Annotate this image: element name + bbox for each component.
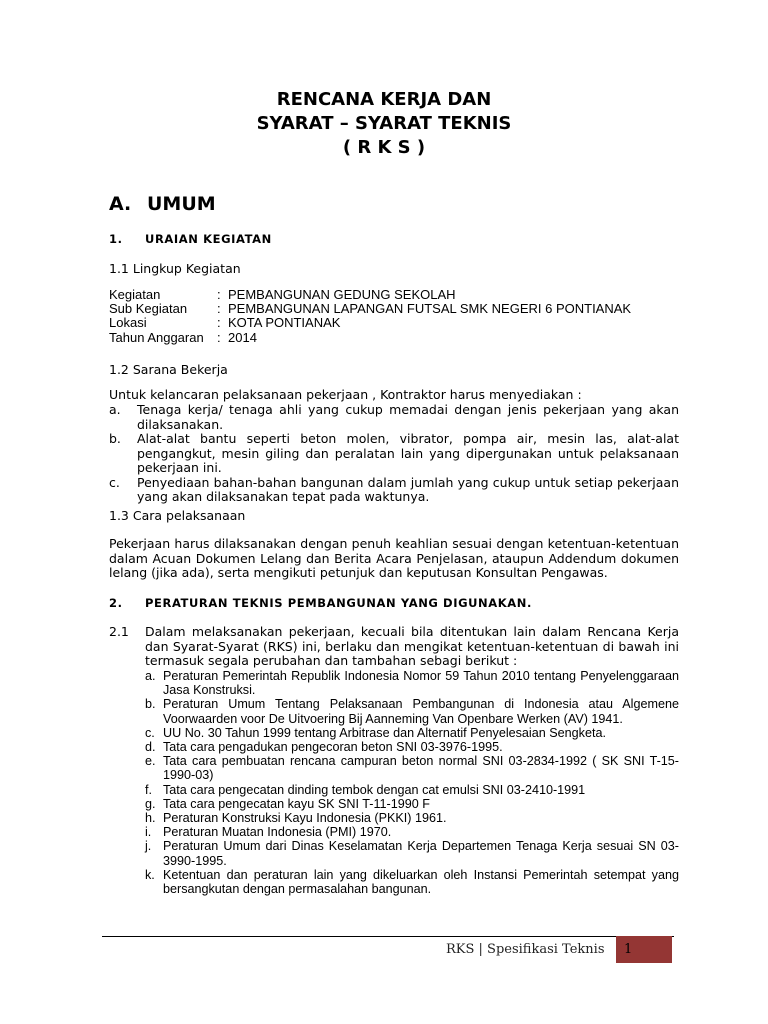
paragraph-2-1-number: 2.1 <box>109 624 129 639</box>
list-marker: a. <box>145 669 156 683</box>
list-text: Peraturan Konstruksi Kayu Indonesia (PKKI) 1961. <box>163 811 447 826</box>
list-marker: d. <box>145 740 156 755</box>
list-marker: k. <box>145 867 155 882</box>
list-item <box>145 754 679 782</box>
info-value: KOTA PONTIANAK <box>228 315 341 331</box>
list-text: Tata cara pengecatan kayu SK SNI T-11-1990 F <box>163 796 430 811</box>
list-item <box>145 839 679 867</box>
list-text: Peraturan Umum Tentang Pelaksanaan Pembangunan di Indonesia atau Algemene Voorwaarden voor De Uitvoering Bij Aanneming Van Openbare Werken (AV) 1941. <box>163 697 679 726</box>
list-text: Peraturan Pemerintah Republik Indonesia Nomor 59 Tahun 2010 tentang Penyelenggaraan Jasa Konstruksi. <box>163 669 679 698</box>
list-text: UU No. 30 Tahun 1999 tentang Arbitrase dan Alternatif Penyelesaian Sengketa. <box>163 725 606 740</box>
list-text: Alat-alat bantu seperti beton molen, vibrator, pompa air, mesin las, alat-alat pengangkut, mesin giling dan peralatan lain yang dipergunakan untuk pelaksanaan pekerjaan ini. <box>137 431 679 475</box>
cara-pelaksanaan-text: Pekerjaan harus dilaksanakan dengan penuh keahlian sesuai dengan ketentuan-ketentuan dalam Acuan Dokumen Lelang dan Berita Acara Penjelasan, ataupun Addendum dokumen lelang (jika ada), serta mengikuti petunjuk dan keputusan Konsultan Pengawas. <box>109 536 679 580</box>
list-item <box>145 740 679 754</box>
info-key: Sub Kegiatan <box>109 301 188 317</box>
heading-2-label: PERATURAN TEKNIS PEMBANGUNAN YANG DIGUNAKAN. <box>145 596 532 610</box>
list-item <box>109 432 679 476</box>
section-a-number: A. <box>109 193 132 215</box>
info-key: Tahun Anggaran <box>109 329 204 345</box>
list-marker: b. <box>109 431 121 446</box>
list-item <box>145 797 679 811</box>
list-marker: a. <box>109 402 121 417</box>
paragraph-2-1 <box>109 625 679 669</box>
list-marker: h. <box>145 811 156 826</box>
heading-peraturan-teknis <box>109 596 532 610</box>
list-text: Ketentuan dan peraturan lain yang dikeluarkan oleh Instansi Pemerintah setempat yang bersangkutan dengan permasalahan bangunan. <box>163 867 679 897</box>
list-item <box>145 669 679 697</box>
heading-1-number: 1. <box>109 232 123 246</box>
list-text: Peraturan Muatan Indonesia (PMI) 1970. <box>163 825 392 840</box>
info-colon: : <box>217 287 221 302</box>
list-marker: e. <box>145 754 156 769</box>
list-marker: j. <box>145 839 152 854</box>
activity-info-table <box>109 288 669 345</box>
doc-title-line-1: RENCANA KERJA DAN <box>276 89 492 110</box>
info-value: PEMBANGUNAN LAPANGAN FUTSAL SMK NEGERI 6 PONTIANAK <box>228 301 632 317</box>
info-colon: : <box>217 301 221 317</box>
sarana-intro: Untuk kelancaran pelaksanaan pekerjaan , Kontraktor harus menyediakan : <box>109 387 582 402</box>
list-marker: c. <box>109 474 120 490</box>
section-a-label: UMUM <box>147 193 216 215</box>
page-number-box <box>616 936 672 963</box>
list-text: Tata cara pembuatan rencana campuran beton normal SNI 03-2834-1992 ( SK SNI T-15-1990-03) <box>163 754 679 783</box>
sarana-list <box>109 403 679 505</box>
list-marker: f. <box>145 782 152 797</box>
list-marker: i. <box>145 825 152 840</box>
doc-title-line-3: ( R K S ) <box>342 137 426 158</box>
list-marker: c. <box>145 725 155 740</box>
list-item <box>145 811 679 825</box>
info-colon: : <box>217 315 221 331</box>
paragraph-2-1-text: Dalam melaksanakan pekerjaan, kecuali bila ditentukan lain dalam Rencana Kerja dan Syarat-Syarat (RKS) ini, berlaku dan mengikat ketentuan-ketentuan di bawah ini termasuk segala perubahan dan tambahan sebagi berikut : <box>145 624 679 668</box>
subheading-cara-pelaksanaan: 1.3 Cara pelaksanaan <box>109 508 246 523</box>
list-item <box>109 403 679 432</box>
list-item <box>145 726 679 740</box>
subheading-lingkup-kegiatan: 1.1 Lingkup Kegiatan <box>109 261 241 276</box>
list-item <box>109 476 679 505</box>
list-item <box>145 868 679 896</box>
list-item <box>145 825 679 839</box>
list-marker: g. <box>145 796 156 811</box>
doc-title-line-2: SYARAT – SYARAT TEKNIS <box>256 113 512 134</box>
list-marker: b. <box>145 697 156 712</box>
section-a-heading <box>109 193 216 215</box>
heading-uraian-kegiatan <box>109 232 272 246</box>
info-row <box>109 302 669 316</box>
info-colon: : <box>217 329 221 345</box>
info-key: Lokasi <box>109 315 147 331</box>
list-text: Tata cara pengadukan pengecoran beton SNI 03-3976-1995. <box>163 740 503 755</box>
info-value: 2014 <box>228 329 257 345</box>
subheading-sarana-bekerja: 1.2 Sarana Bekerja <box>109 362 228 377</box>
footer-divider <box>102 936 674 937</box>
list-text: Penyediaan bahan-bahan bangunan dalam jumlah yang cukup untuk setiap pekerjaan yang akan dilaksanakan tepat pada waktunya. <box>137 474 679 504</box>
heading-1-label: URAIAN KEGIATAN <box>145 232 272 246</box>
info-value: PEMBANGUNAN GEDUNG SEKOLAH <box>228 287 456 302</box>
list-item <box>145 783 679 797</box>
info-key: Kegiatan <box>109 287 161 302</box>
regulations-list <box>145 669 679 896</box>
list-text: Tenaga kerja/ tenaga ahli yang cukup memadai dengan jenis pekerjaan yang akan dilaksanakan. <box>137 402 679 432</box>
list-text: Tata cara pengecatan dinding tembok dengan cat emulsi SNI 03-2410-1991 <box>163 782 586 797</box>
info-row <box>109 331 669 345</box>
list-item <box>145 697 679 725</box>
footer-label: RKS | Spesifikasi Teknis <box>446 942 605 957</box>
heading-2-number: 2. <box>109 596 123 610</box>
page-number: 1 <box>624 942 633 957</box>
info-row <box>109 316 669 330</box>
list-text: Peraturan Umum dari Dinas Keselamatan Kerja Departemen Tenaga Kerja sesuai SN 03-3990-1995. <box>163 839 679 868</box>
info-row <box>109 288 669 302</box>
